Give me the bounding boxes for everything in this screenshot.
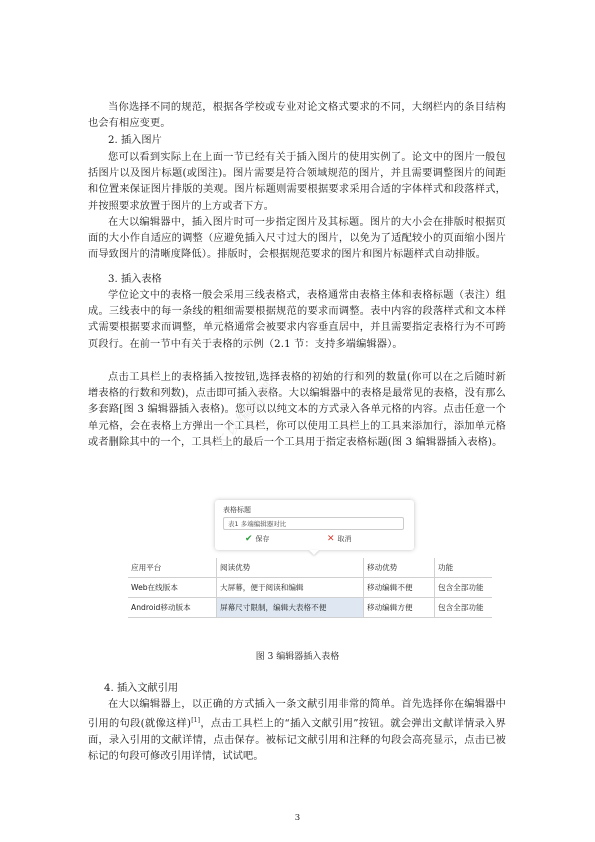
paragraph-outline-note: 当你选择不同的规范，根据各学校或专业对论文格式要求的不同，大纲栏内的条目结构也会有相应变更。 <box>88 102 506 130</box>
table-header-cell[interactable]: 移动优势 <box>364 558 435 578</box>
table-cell[interactable]: 包含全部功能 <box>435 578 493 598</box>
figure-table-editor <box>122 498 494 632</box>
popup-arrow <box>309 550 319 555</box>
table-cell[interactable]: 大屏幕，便于阅读和编辑 <box>217 578 364 598</box>
table-row <box>128 578 492 598</box>
table-header-row <box>128 558 492 578</box>
watermark: 大以编辑器 <box>209 376 281 453</box>
table-title-popup <box>215 500 414 550</box>
paragraph-table-editor: 点击工具栏上的表格插入按按钮,选择表格的初始的行和列的数量(你可以在之后随时新增表格的行数和列数)，点击即可插入表格。大以编辑器中的表格是最常见的表格，没有那么多套路[图 3 编辑器插入表格)。您可以以纯文本的方式录入各单元格的内容。点击任意一个单元格，会在表格上方弹出一个工具栏，你可以使用工具栏上的工具来添加行，添加单元格或者删除其中的一个，工具栏上的最后一个工具用于指定表格标题(图 3 编辑器插入表格)。 <box>88 372 506 448</box>
table-header-cell[interactable]: 阅读优势 <box>217 558 364 578</box>
citation-marker[interactable]: [1] <box>191 717 201 725</box>
paragraph-table-intro: 学位论文中的表格一般会采用三线表格式，表格通常由表格主体和表格标题（表注）组成。三线表中的每一条线的粗细需要根据规范的要求而调整。表中内容的段落样式和文本样式需要根据要求而调整，单元格通常会被要求内容垂直居中，并且需要指定表格行为不可跨页段行。在前一节中有关于表格的示例（2.1 节：支持多端编辑器）。 <box>88 290 506 350</box>
table-cell[interactable]: Web在线版本 <box>128 578 217 598</box>
table-header-cell[interactable]: 功能 <box>435 558 493 578</box>
table-cell[interactable]: Android移动版本 <box>128 598 217 618</box>
table-cell[interactable]: 移动编辑方便 <box>364 598 435 618</box>
table-header-cell[interactable]: 应用平台 <box>128 558 217 578</box>
table-title-input[interactable]: 表1 多端编辑器对比 <box>223 517 404 530</box>
paragraph-image-intro: 您可以看到实际上在上面一节已经有关于插入图片的使用实例了。论文中的图片一般包括图片以及图片标题(或图注)。图片需要是符合领域规范的图片，并且需要调整图片的间距和位置来保证图片排版的美观。图片标题则需要根据要求采用合适的字体样式和段落样式，并按照要求放置于图片的上方或者下方。 <box>88 152 506 212</box>
page-number: 3 <box>294 813 301 823</box>
section-heading-insert-table: 3. 插入表格 <box>108 274 162 285</box>
section-heading-insert-citation: 4. 插入文献引用 <box>104 683 179 694</box>
save-button-label: 保存 <box>255 535 270 543</box>
table-row <box>128 598 492 618</box>
check-icon: ✔ <box>245 534 253 544</box>
table-cell-selected[interactable]: 屏幕尺寸限制，编辑大表格不便 <box>217 598 364 618</box>
comparison-table <box>128 558 492 618</box>
figure-caption: 图 3 编辑器插入表格 <box>255 652 340 662</box>
close-icon: ✕ <box>327 534 335 544</box>
paragraph-image-editor: 在大以编辑器中，插入图片时可一步指定图片及其标题。图片的大小会在排版时根据页面的大小作自适应的调整（应避免插入尺寸过大的图片，以免为了适配较小的页面缩小图片而导致图片的清晰度降低）。排版时，会根据规范要求的图片和图片标题样式自动排版。 <box>88 217 506 261</box>
table-title-label: 表格标题 <box>223 506 251 514</box>
section-heading-insert-image: 2. 插入图片 <box>108 135 162 146</box>
paragraph-citation-part2: ，点击工具栏上的“插入文献引用”按钮。就会弹出文献详情录入界面，录入引用的文献详情，点击保存。被标记文献引用和注释的句段会高亮显示，点击已被标记的句段可修改引用详情，试试吧。 <box>88 718 506 762</box>
save-button[interactable] <box>245 534 270 544</box>
table-cell[interactable]: 移动编辑不便 <box>364 578 435 598</box>
table-cell[interactable]: 包含全部功能 <box>435 598 493 618</box>
cancel-button[interactable] <box>327 534 352 544</box>
paragraph-citation <box>88 697 506 765</box>
paragraph-citation-part1: 在大以编辑器上，以正确的方式插入一条文献引用非常的简单。首先选择你在编辑器中引用的句段(就像这样) <box>88 699 506 730</box>
cancel-button-label: 取消 <box>337 535 352 543</box>
